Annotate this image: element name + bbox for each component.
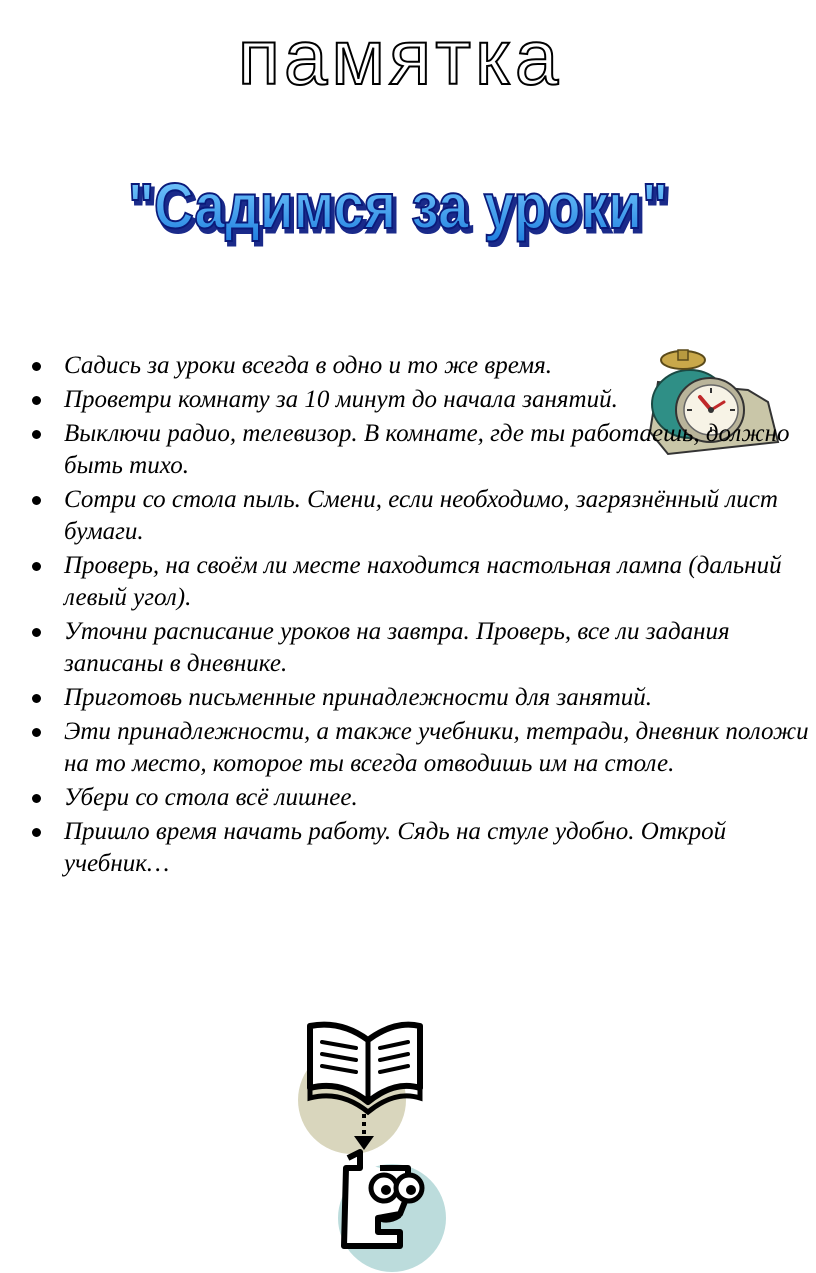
list-item [30,350,810,382]
book-reading-icon [296,1018,456,1273]
bullet-icon [32,430,41,439]
tip-text: Эти принадлежности, а также учебники, тетради, дневник положи на то место, которое ты всегда отводишь им на столе. [64,718,809,777]
wordart-text: "Садимся за уроки" [128,170,668,242]
tip-text: Проветри комнату за 10 минут до начала занятий. [64,386,618,413]
tip-text: Сотри со стола пыль. Смени, если необходимо, загрязнённый лист бумаги. [64,486,778,545]
tip-text: Убери со стола всё лишнее. [64,784,358,811]
tip-text: Проверь, на своём ли месте находится настольная лампа (дальний левый угол). [64,552,782,611]
tip-text: Приготовь письменные принадлежности для занятий. [64,684,653,711]
bullet-icon [32,496,41,505]
list-item [30,384,810,416]
bullet-icon [32,794,41,803]
list-item [30,550,810,614]
tip-text: Садись за уроки всегда в одно и то же время. [64,352,553,379]
list-item [30,782,810,814]
list-item [30,816,810,880]
bullet-icon [32,828,41,837]
list-item [30,418,810,482]
bullet-icon [32,396,41,405]
list-item [30,682,810,714]
bullet-icon [32,694,41,703]
bullet-icon [32,562,41,571]
bullet-icon [32,628,41,637]
tip-text: Уточни расписание уроков на завтра. Проверь, все ли задания записаны в дневнике. [64,618,730,677]
wordart-shadow: "Садимся за уроки" [131,174,671,246]
page-title: памятка [237,13,563,101]
list-item [30,616,810,680]
tip-text: Выключи радио, телевизор. В комнате, где ты работаешь, должно быть тихо. [64,420,790,479]
bullet-icon [32,728,41,737]
wordart-subtitle [118,148,678,258]
tip-text: Пришло время начать работу. Сядь на стуле удобно. Открой учебник… [64,818,727,877]
list-item [30,716,810,780]
bullet-icon [32,362,41,371]
list-item [30,484,810,548]
tips-list [30,350,810,882]
